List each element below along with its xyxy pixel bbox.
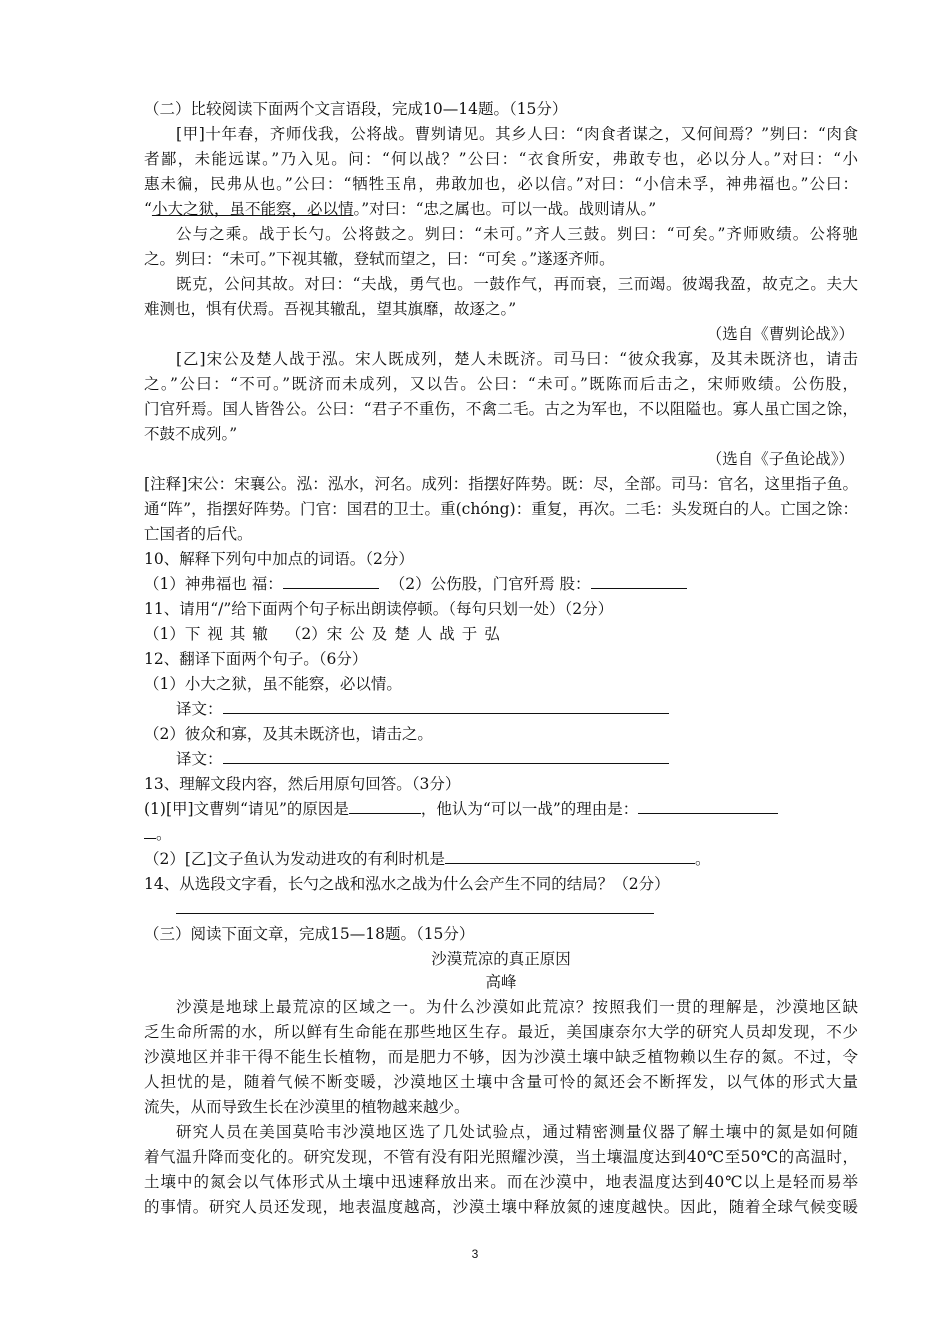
- article-author: 高峰: [485, 973, 517, 991]
- q13-part1-cont: [144, 823, 172, 845]
- q12-translation-2: [176, 748, 669, 770]
- passage-line: 难测也，惧有伏焉。吾视其辙乱，望其旗靡，故逐之。”: [144, 300, 517, 318]
- q11-a-text: 下视其辙: [184, 625, 275, 643]
- passage-line: 惠未徧，民弗从也。”公曰：“牺牲玉帛，弗敢加也，必以信。”对曰：“小信未孚，神弗福也。”公曰：: [144, 175, 858, 193]
- q12-sentence-2: （2）彼众和寡，及其未既济也，请击之。: [144, 725, 433, 743]
- q10-part1: （1）神弗福也 福：: [144, 575, 283, 593]
- article-line: 沙漠地区并非干得不能生长植物，而是肥力不够，因为沙漠土壤中缺乏植物赖以生存的氮。不过，令: [144, 1048, 858, 1066]
- article-line: 的事情。研究人员还发现，地表温度越高，沙漠土壤中释放氮的速度越快。因此，随着全球气候变暖: [144, 1198, 858, 1216]
- question-11-sentences: [144, 623, 507, 645]
- question-11-stem: 11、请用“/”给下面两个句子标出朗读停顿。（每句只划一处）（2分）: [144, 600, 614, 618]
- q13-part1-text2: ，他认为“可以一战”的理由是：: [420, 800, 639, 818]
- passage-line: [甲]十年春，齐师伐我，公将战。曹刿请见。其乡人曰：“肉食者谋之，又何间焉？”刿曰：“肉食: [176, 125, 858, 143]
- section-heading: （三）阅读下面文章，完成15—18题。（15分）: [144, 925, 475, 943]
- q13-part2-text: （2）[乙]文子鱼认为发动进攻的有利时机是: [144, 850, 445, 868]
- passage-line: 既克，公问其故。对曰：“夫战，勇气也。一鼓作气，再而衰，三而竭。彼竭我盈，故克之。夫大: [176, 275, 858, 293]
- q13-part1-text: (1)[甲]文曹刿“请见”的原因是: [144, 800, 349, 818]
- translation-label: 译文：: [176, 700, 223, 718]
- passage-line: 不鼓不成列。”: [144, 425, 238, 443]
- translation-label: 译文：: [176, 750, 223, 768]
- q13-part2: [144, 848, 710, 870]
- article-line: 着气温升降而变化的。研究发现，不管有没有阳光照耀沙漠，当土壤温度达到40℃至50℃的高温时，: [144, 1148, 858, 1166]
- answer-blank[interactable]: [638, 798, 778, 814]
- article-line: 乏生命所需的水，所以鲜有生命能在那些地区生存。最近，美国康奈尔大学的研究人员却发现，不少: [144, 1023, 858, 1041]
- answer-blank[interactable]: [223, 698, 669, 714]
- passage-line: 公与之乘。战于长勺。公将鼓之。刿曰：“未可。”齐人三鼓。刿曰：“可矣。”齐师败绩。公将驰: [176, 225, 858, 243]
- source-citation: （选自《子鱼论战》）: [706, 450, 854, 468]
- q14-answer-line: [176, 898, 654, 920]
- article-line: 沙漠是地球上最荒凉的区域之一。为什么沙漠如此荒凉？按照我们一贯的理解是，沙漠地区缺: [176, 998, 858, 1016]
- q12-translation-1: [176, 698, 669, 720]
- passage-line: 者鄙，未能远谋。”乃入见。问：“何以战？”公曰：“衣食所安，弗敢专也，必以分人。”对曰：“小: [144, 150, 858, 168]
- q12-sentence-1: （1）小大之狱，虽不能察，必以情。: [144, 675, 402, 693]
- question-10-answers: [144, 573, 687, 595]
- answer-blank[interactable]: [349, 798, 421, 814]
- q11-b-text: 宋公及楚人战于弘: [326, 625, 507, 643]
- notes-line: 通“阵”，指摆好阵势。门官：国君的卫士。重(chóng)：重复，再次。二毛：头发斑白的人。亡国之馀：: [144, 500, 858, 518]
- article-line: 土壤中的氮会以气体形式从土壤中迅速释放出来。而在沙漠中，地表温度达到40℃以上是轻而易举: [144, 1173, 858, 1191]
- article-line: 研究人员在美国莫哈韦沙漠地区选了几处试验点，通过精密测量仪器了解土壤中的氮是如何随: [176, 1123, 858, 1141]
- answer-blank[interactable]: [176, 898, 654, 914]
- question-12-stem: 12、翻译下面两个句子。（6分）: [144, 650, 368, 668]
- source-citation: （选自《曹刿论战》）: [706, 325, 854, 343]
- passage-line: [乙]宋公及楚人战于泓。宋人既成列，楚人未既济。司马曰：“彼众我寡，及其未既济也，请击: [176, 350, 858, 368]
- q11-b-label: （2）: [285, 625, 327, 643]
- notes-line: [注释]宋公：宋襄公。泓：泓水，河名。成列：指摆好阵势。既：尽，全部。司马：官名，这里指子鱼。: [144, 475, 858, 493]
- quote-mark: “: [144, 200, 152, 218]
- notes-line: 亡国者的后代。: [144, 525, 253, 543]
- question-10-stem: 10、解释下列句中加点的词语。（2分）: [144, 550, 414, 568]
- article-line: 人担忧的是，随着气候不断变暖，沙漠地区土壤中含量可怜的氮还会不断挥发，以气体的形式大量: [144, 1073, 858, 1091]
- passage-line: 之。刿曰：“未可。”下视其辙，登轼而望之，曰：“可矣 。”遂逐齐师。: [144, 250, 615, 268]
- q13-part1: [144, 798, 778, 820]
- article-title: 沙漠荒凉的真正原因: [431, 950, 571, 968]
- q13-part1-end: 。: [156, 825, 172, 843]
- q11-a-label: （1）: [144, 625, 185, 643]
- answer-blank[interactable]: [144, 823, 156, 839]
- answer-blank[interactable]: [591, 573, 687, 589]
- underlined-phrase: 小大之狱，虽不能察，必以情: [151, 200, 354, 218]
- page-number: 3: [471, 1247, 479, 1261]
- q10-part2: （2）公伤股，门官歼焉 股：: [389, 575, 591, 593]
- passage-line: [144, 198, 656, 220]
- question-14-stem: 14、从选段文字看，长勺之战和泓水之战为什么会产生不同的结局？（2分）: [144, 875, 670, 893]
- article-line: 流失，从而导致生长在沙漠里的植物越来越少。: [144, 1098, 470, 1116]
- passage-line: 之。”公曰：“不可。”既济而未成列，又以告。公曰：“未可。”既陈而后击之，宋师败绩。公伤股，: [144, 375, 858, 393]
- answer-blank[interactable]: [283, 573, 379, 589]
- passage-line: 门官歼焉。国人皆咎公。公曰：“君子不重伤，不禽二毛。古之为军也，不以阻隘也。寡人虽亡国之馀，: [144, 400, 858, 418]
- passage-text: 。”对曰：“忠之属也。可以一战。战则请从。”: [353, 200, 657, 218]
- answer-blank[interactable]: [223, 748, 669, 764]
- answer-blank[interactable]: [445, 848, 695, 864]
- section-heading: （二）比较阅读下面两个文言语段，完成10—14题。（15分）: [144, 100, 568, 118]
- question-13-stem: 13、理解文段内容，然后用原句回答。（3分）: [144, 775, 461, 793]
- q13-part2-end: 。: [694, 850, 711, 868]
